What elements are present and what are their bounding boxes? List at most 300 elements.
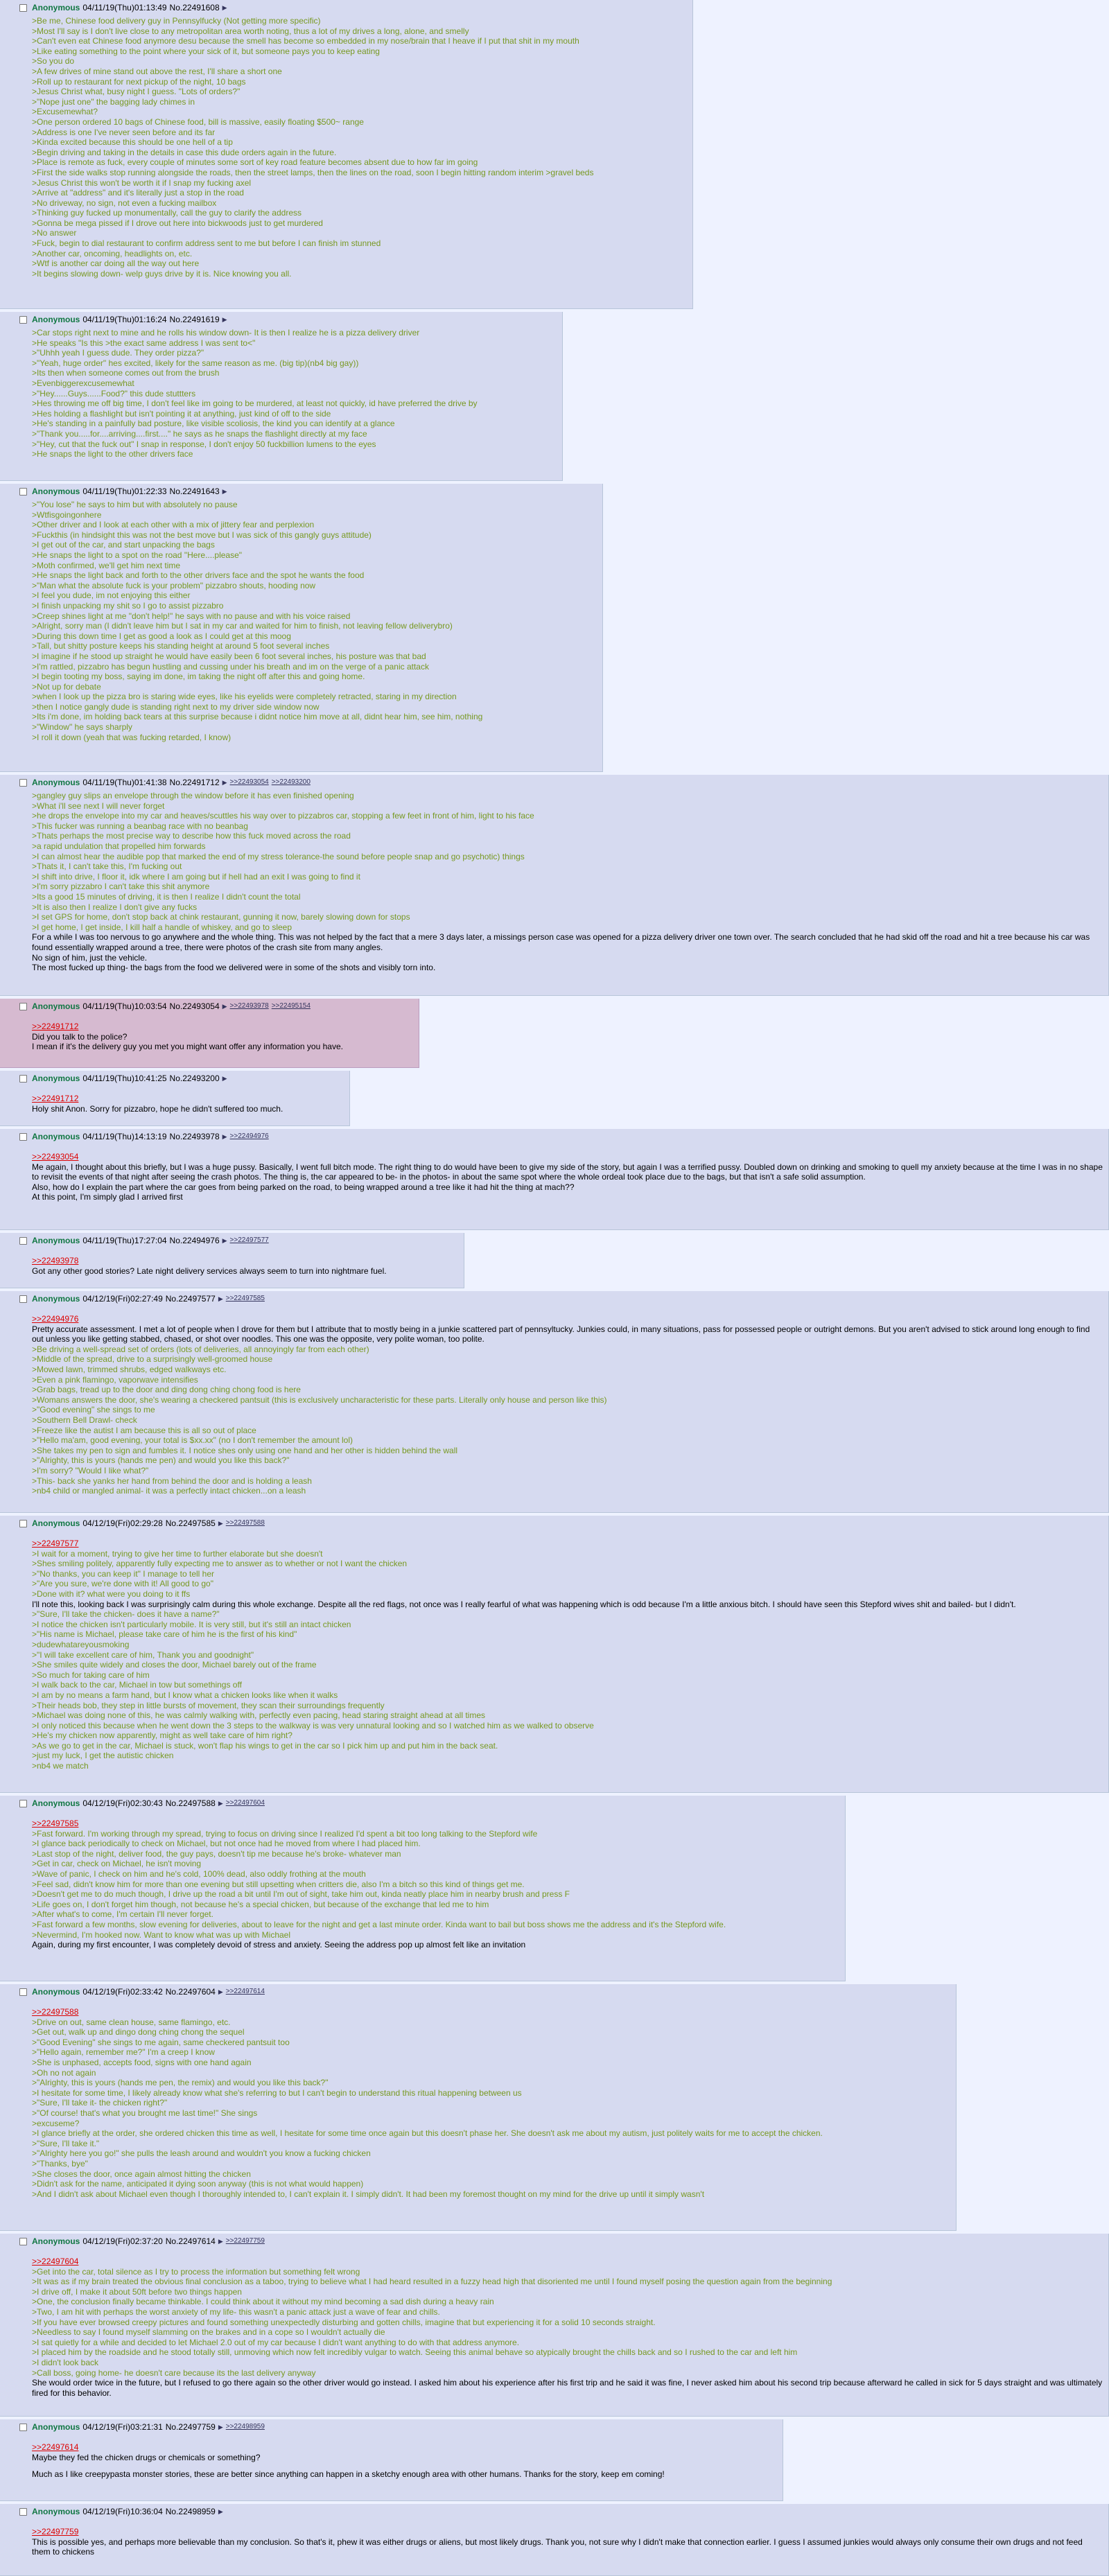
post-datetime: 04/11/19(Thu)17:27:04 bbox=[82, 1236, 167, 1245]
poster-name: Anonymous bbox=[32, 315, 80, 324]
greentext-line: >Shes smiling politely, apparently fully expecting me to answer as to whether or not I want the chicken bbox=[32, 1559, 408, 1569]
poster-name: Anonymous bbox=[32, 1132, 80, 1141]
greentext-line: >He snaps the light back and forth to the other drivers face and the spot he wants the food bbox=[32, 570, 365, 581]
text-line: I mean if it's the delivery guy you met you might want offer any information you have. bbox=[32, 1042, 343, 1052]
text-line: Holy shit Anon. Sorry for pizzabro, hope he didn't suffered too much. bbox=[32, 1103, 283, 1114]
post-datetime: 04/11/19(Thu)01:41:38 bbox=[82, 778, 167, 787]
post-number-link[interactable]: No.22491608 bbox=[169, 3, 220, 12]
greentext-line: >I'm sorry pizzabro I can't take this shit anymore bbox=[32, 882, 210, 892]
greentext-line: >Be me, Chinese food delivery guy in Pennsylfucky (Not getting more specific) bbox=[32, 16, 321, 26]
post-checkbox[interactable] bbox=[19, 1520, 27, 1527]
post-number-link[interactable]: No.22494976 bbox=[169, 1236, 220, 1245]
post bbox=[0, 2234, 1109, 2417]
greentext-line: >Grab bags, tread up to the door and ding dong ching chong food is here bbox=[32, 1385, 301, 1395]
greentext-line: >Two, I am hit with perhaps the worst anxiety of my life- this wasn't a panic attack just a wave of fear and chills. bbox=[32, 2306, 440, 2317]
quote-link[interactable]: >>22497759 bbox=[32, 2527, 79, 2536]
greentext-line: >I glance briefly at the order, she ordered chicken this time as well, I hesitate for some time once again but this doesn't phase her. She doesn't ask me about my autism, just politely waits for me to accept the chicken. bbox=[32, 2128, 823, 2139]
greentext-line: >I can almost hear the audible pop that marked the end of my stress tolerance-the sound before people snap and go psychotic) things bbox=[32, 851, 525, 861]
greentext-line: >Thats perhaps the most precise way to describe how this fuck moved across the road bbox=[32, 831, 351, 841]
text-line: The most fucked up thing- the bags from the food we delivered were in some of the shots and visibly torn into. bbox=[32, 963, 436, 973]
quote-link[interactable]: >>22497604 bbox=[32, 2257, 79, 2266]
greentext-line: >Place is remote as fuck, every couple of minutes some sort of key road feature becomes absent due to how far im going bbox=[32, 157, 478, 168]
greentext-line: >just my luck, I get the autistic chicken bbox=[32, 1751, 174, 1761]
greentext-line: >I roll it down (yeah that was fucking retarded, I know) bbox=[32, 732, 232, 742]
greentext-line: >Life goes on, I don't forget him though, not because he's a special chicken, but because of the exchange that led me to him bbox=[32, 1899, 489, 1909]
post-menu-arrow-icon[interactable]: ▶ bbox=[218, 2424, 223, 2430]
greentext-line: >Hes holding a flashlight but isn't pointing it at anything, just kind of off to the side bbox=[32, 408, 331, 419]
post-checkbox[interactable] bbox=[19, 4, 27, 12]
greentext-line: >Jesus Christ this won't be worth it if I snap my fucking axel bbox=[32, 177, 252, 188]
greentext-line: >I feel you dude, im not enjoying this either bbox=[32, 590, 191, 601]
greentext-line: >I wait for a moment, trying to give her time to further elaborate but she doesn't bbox=[32, 1548, 323, 1559]
greentext-line: >Address is one I've never seen before and its far bbox=[32, 127, 216, 137]
post-menu-arrow-icon[interactable]: ▶ bbox=[222, 1133, 227, 1140]
post-checkbox[interactable] bbox=[19, 2424, 27, 2431]
greentext-line: >What i'll see next I will never forget bbox=[32, 800, 165, 811]
greentext-line: >Even a pink flamingo, vaporwave intensifies bbox=[32, 1374, 198, 1385]
quote-link[interactable]: >>22493978 bbox=[32, 1256, 79, 1265]
backlink[interactable]: >>22493200 bbox=[271, 778, 311, 786]
greentext-line: >This fucker was running a beanbag race with no beanbag bbox=[32, 821, 248, 831]
post-menu-arrow-icon[interactable]: ▶ bbox=[218, 2508, 223, 2515]
post-info bbox=[19, 2236, 1103, 2247]
post-info bbox=[19, 1986, 950, 1997]
greentext-line: >he drops the envelope into my car and heaves/scuttles his way over to pizzabros car, stopping a few feet in front of him, light to his face bbox=[32, 811, 534, 821]
backlink[interactable]: >>22497577 bbox=[229, 1236, 269, 1244]
poster-name: Anonymous bbox=[32, 1798, 80, 1808]
greentext-line: >Its then when someone comes out from the brush bbox=[32, 368, 220, 378]
greentext-line: >"Good evening" she sings to me bbox=[32, 1405, 155, 1415]
line-break bbox=[32, 2250, 1103, 2257]
post-datetime: 04/12/19(Fri)02:29:28 bbox=[82, 1518, 163, 1528]
post-menu-arrow-icon[interactable]: ▶ bbox=[222, 779, 227, 786]
poster-name: Anonymous bbox=[32, 1294, 80, 1304]
greentext-line: >Last stop of the night, deliver food, the guy pays, doesn't tip me because he's broke- whatever man bbox=[32, 1848, 401, 1859]
post-message bbox=[32, 328, 557, 459]
greentext-line: >Doesn't get me to do much though, I drive up the road a bit until I'm out of sight, take him out, kinda neatly place him in nearby brush and press F bbox=[32, 1889, 570, 1900]
post-checkbox[interactable] bbox=[19, 316, 27, 324]
line-break bbox=[32, 2435, 777, 2442]
greentext-line: >"Thanks, bye" bbox=[32, 2158, 88, 2168]
greentext-line: >I shift into drive, I floor it, idk where I am going but if hell had an exit I was going to find it bbox=[32, 871, 360, 882]
greentext-line: >Kinda excited because this should be one hell of a tip bbox=[32, 137, 233, 148]
post-datetime: 04/12/19(Fri)02:27:49 bbox=[82, 1294, 163, 1304]
post-datetime: 04/11/19(Thu)01:22:33 bbox=[82, 487, 167, 496]
text-line: Much as I like creepypasta monster stories, these are better since anything can happen in a sketchy enough area with other humans. Thanks for the story, keep em coming! bbox=[32, 2469, 665, 2480]
post-number-link[interactable]: No.22493054 bbox=[169, 1001, 220, 1011]
greentext-line: >No answer bbox=[32, 228, 77, 238]
post bbox=[0, 2504, 1109, 2576]
line-break bbox=[32, 1249, 458, 1256]
post-checkbox[interactable] bbox=[19, 779, 27, 787]
greentext-line: >"Are you sure, we're done with it! All good to go" bbox=[32, 1579, 213, 1589]
greentext-line: >I glance back periodically to check on Michael, but not once had he moved from where I had placed him. bbox=[32, 1839, 421, 1849]
greentext-line: >Hes throwing me off big time, I don't feel like im going to be murdered, at least not quickly, id have preferred the drive by bbox=[32, 398, 478, 409]
poster-name: Anonymous bbox=[32, 2236, 80, 2246]
post bbox=[0, 0, 693, 309]
post-checkbox[interactable] bbox=[19, 1295, 27, 1303]
post-info bbox=[19, 777, 1103, 788]
post-message bbox=[32, 1812, 839, 1950]
text-line: Me again, I thought about this briefly, but I was a huge pussy. Basically, I went full bitch mode. The right thing to do would have been to give my side of the story, but again I was a terrified pussy. Doubled down on drinking and smoking to quell my anxiety because at the time I was in no shape to revisit the events of that night after seeing the crash photos. The thing is, the car appeared to be- in the photos- in about the same spot where the whole ordeal took place due to the bags, but that isn't a safe solid assumption. bbox=[32, 1162, 1106, 1182]
post-message bbox=[32, 1015, 413, 1052]
greentext-line: >then I notice gangly dude is standing right next to my driver side window now bbox=[32, 701, 320, 712]
backlink[interactable]: >>22493978 bbox=[229, 1002, 269, 1010]
greentext-line: >I didn't look back bbox=[32, 2357, 99, 2367]
post bbox=[0, 999, 419, 1068]
post bbox=[0, 1796, 846, 1981]
line-break bbox=[32, 1307, 1103, 1314]
post bbox=[0, 484, 603, 772]
post-checkbox[interactable] bbox=[19, 2238, 27, 2245]
post bbox=[0, 2419, 783, 2501]
greentext-line: >Jesus Christ what, busy night I guess. "Lots of orders?" bbox=[32, 87, 241, 97]
greentext-line: >a rapid undulation that propelled him forwards bbox=[32, 841, 206, 851]
post-message bbox=[32, 1087, 344, 1114]
greentext-line: >Get into the car, total silence as I try to process the information but something felt wrong bbox=[32, 2266, 360, 2277]
post-info bbox=[19, 1798, 839, 1809]
post-menu-arrow-icon[interactable]: ▶ bbox=[218, 2238, 223, 2245]
backlink[interactable]: >>22497614 bbox=[225, 1988, 265, 1995]
greentext-line: >Tall, but shitty posture keeps his standing height at around 5 foot several inches bbox=[32, 641, 330, 651]
backlink[interactable]: >>22493054 bbox=[229, 778, 269, 786]
greentext-line: >Another car, oncoming, headlights on, etc. bbox=[32, 248, 193, 259]
post-number-link[interactable]: No.22497614 bbox=[165, 2236, 216, 2246]
text-line: Got any other good stories? Late night delivery services always seem to turn into nightmare fuel. bbox=[32, 1265, 387, 1276]
quote-link[interactable]: >>22493054 bbox=[32, 1152, 79, 1162]
post-info bbox=[19, 1235, 458, 1246]
greentext-line: >I get out of the car, and start unpacking the bags bbox=[32, 540, 215, 550]
greentext-line: >Womans answers the door, she's wearing a checkered pantsuit (this is exclusively uncharacteristic for these parts. Literally only house and person like this) bbox=[32, 1394, 607, 1405]
post-number-link[interactable]: No.22498959 bbox=[165, 2507, 216, 2516]
post-message bbox=[32, 1532, 1103, 1771]
greentext-line: >Southern Bell Drawl- check bbox=[32, 1414, 137, 1425]
poster-name: Anonymous bbox=[32, 2507, 80, 2516]
post-number-link[interactable]: No.22493200 bbox=[169, 1074, 220, 1083]
quote-link[interactable]: >>22497577 bbox=[32, 1539, 79, 1548]
post-menu-arrow-icon[interactable]: ▶ bbox=[222, 1075, 227, 1082]
greentext-line: >Its a good 15 minutes of driving, it is then I realize I didn't count the total bbox=[32, 891, 301, 902]
greentext-line: >I notice the chicken isn't particularly mobile. It is very still, but it's still an intact chicken bbox=[32, 1619, 351, 1629]
greentext-line: >"Nope just one" the bagging lady chimes in bbox=[32, 96, 195, 107]
text-line: Did you talk to the police? bbox=[32, 1031, 128, 1042]
poster-name: Anonymous bbox=[32, 1518, 80, 1528]
greentext-line: >Most I'll say is I don't live close to any metropolitan area worth noting, thus a lot of my drives a long, alone, and smelly bbox=[32, 26, 469, 36]
greentext-line: >dudewhatareyousmoking bbox=[32, 1639, 130, 1649]
post-datetime: 04/11/19(Thu)01:13:49 bbox=[82, 3, 167, 12]
text-line: At this point, I'm simply glad I arrived first bbox=[32, 1192, 183, 1202]
post-info bbox=[19, 2, 687, 13]
post-menu-arrow-icon[interactable]: ▶ bbox=[222, 488, 227, 495]
post-datetime: 04/12/19(Fri)10:36:04 bbox=[82, 2507, 163, 2516]
greentext-line: >Creep shines light at me "don't help!" he says with no pause and with his voice raised bbox=[32, 611, 351, 621]
line-break bbox=[32, 1145, 1103, 1152]
post-number-link[interactable]: No.22497585 bbox=[165, 1518, 216, 1528]
post-menu-arrow-icon[interactable]: ▶ bbox=[222, 1003, 227, 1010]
post-message bbox=[32, 1145, 1106, 1202]
greentext-line: >I imagine if he stood up straight he would have easily been 6 foot several inches, his posture was that bad bbox=[32, 651, 426, 661]
post-menu-arrow-icon[interactable]: ▶ bbox=[218, 1800, 223, 1807]
greentext-line: >gangley guy slips an envelope through the window before it has even finished opening bbox=[32, 791, 354, 800]
greentext-line: >Get in car, check on Michael, he isn't moving bbox=[32, 1859, 202, 1869]
line-break bbox=[32, 2000, 950, 2007]
post-message bbox=[32, 2000, 950, 2199]
greentext-line: >Drive on out, same clean house, same flamingo, etc. bbox=[32, 2017, 231, 2027]
greentext-line: >"Window" he says sharply bbox=[32, 722, 132, 733]
text-line: Pretty accurate assessment. I met a lot of people when I drove for them but I attribute that to mostly being in a junkie scattered part of pennsyltucky. Junkies could, in many situations, pass for possessed people or outright demons. But you aren't advised to stick around long enough to find out unless you like getting stabbed, chased, or shot over noodles. This one was the opposite, very polite woman, too polite. bbox=[32, 1324, 1092, 1344]
greentext-line: >"Of course! that's what you brought me last time!" She sings bbox=[32, 2108, 258, 2118]
post-datetime: 04/11/19(Thu)14:13:19 bbox=[82, 1132, 167, 1141]
post-datetime: 04/11/19(Thu)10:41:25 bbox=[82, 1074, 167, 1083]
greentext-line: >I finish unpacking my shit so I go to assist pizzabro bbox=[32, 600, 224, 611]
greentext-line: >One, the conclusion finally became thinkable. I could think about it without my mind becoming a sad dish during a heavy rain bbox=[32, 2297, 494, 2307]
backlink[interactable]: >>22494976 bbox=[229, 1132, 269, 1140]
greentext-line: >She takes my pen to sign and fumbles it. I notice shes only using one hand and her other is hidden behind the wall bbox=[32, 1445, 458, 1455]
greentext-line: >Call boss, going home- he doesn't care because its the last delivery anyway bbox=[32, 2367, 316, 2378]
post-checkbox[interactable] bbox=[19, 1237, 27, 1245]
greentext-line: >Moth confirmed, we'll get him next time bbox=[32, 560, 181, 570]
greentext-line: >Wave of panic, I check on him and he's cold, 100% dead, also oddly frothing at the mouth bbox=[32, 1868, 366, 1879]
quote-link[interactable]: >>22497614 bbox=[32, 2442, 79, 2452]
backlink[interactable]: >>22498959 bbox=[225, 2423, 265, 2430]
greentext-line: >"Uhhh yeah I guess dude. They order pizza?" bbox=[32, 348, 204, 358]
post-number-link[interactable]: No.22497759 bbox=[165, 2422, 216, 2432]
greentext-line: >I walk back to the car, Michael in tow but somethings off bbox=[32, 1680, 242, 1690]
greentext-line: >"Thank you.....for....arriving....first...." he says as he snaps the flashlight directly at my face bbox=[32, 428, 367, 439]
text-line: I'll note this, looking back I was surprisingly calm during this whole exchange. Despite all the red flags, not once was I really fearful of what was happening which is odd because I'm a little anxious bitch. I should have seen this Stepford wives shit and bailed- but I didn't. bbox=[32, 1599, 1016, 1609]
greentext-line: >He speaks "Is this >the exact same address I was sent to<" bbox=[32, 338, 256, 348]
line-break bbox=[32, 1812, 839, 1819]
greentext-line: >She smiles quite widely and closes the door, Michael barely out of the frame bbox=[32, 1660, 317, 1670]
greentext-line: >Like eating something to the point where your sick of it, but someone pays you to keep eating bbox=[32, 46, 380, 56]
greentext-line: >Arrive at "address" and it's literally just a stop in the road bbox=[32, 188, 244, 198]
post bbox=[0, 1291, 1109, 1513]
greentext-line: >Begin driving and taking in the details in case this dude orders again in the future. bbox=[32, 147, 337, 157]
greentext-line: >And I didn't ask about Michael even though I thoroughly intended to, I can't explain it. I simply didn't. It had been my foremost thought on my mind for the drive up until it simply wasn't bbox=[32, 2189, 705, 2199]
poster-name: Anonymous bbox=[32, 1074, 80, 1083]
greentext-line: >He's my chicken now apparently, might as well take care of him right? bbox=[32, 1731, 292, 1741]
greentext-line: >Thats it, I can't take this, I'm fucking out bbox=[32, 861, 182, 872]
post-message bbox=[32, 2520, 1103, 2557]
backlink[interactable]: >>22495154 bbox=[271, 1002, 311, 1010]
greentext-line: >Oh no not again bbox=[32, 2067, 96, 2078]
post-number-link[interactable]: No.22491619 bbox=[169, 315, 220, 324]
post-datetime: 04/11/19(Thu)01:16:24 bbox=[82, 315, 167, 324]
post bbox=[0, 1071, 350, 1126]
post-menu-arrow-icon[interactable]: ▶ bbox=[218, 1988, 223, 1995]
post-info bbox=[19, 486, 597, 497]
post-number-link[interactable]: No.22493978 bbox=[169, 1132, 220, 1141]
text-line: No sign of him, just the vehicle. bbox=[32, 952, 148, 963]
quote-link[interactable]: >>22497588 bbox=[32, 2007, 79, 2017]
greentext-line: >Done with it? what were you doing to it ffs bbox=[32, 1588, 191, 1599]
backlink[interactable]: >>22497759 bbox=[225, 2237, 265, 2245]
greentext-line: >"Yeah, huge order" hes excited, likely for the same reason as me. (big tip)(nb4 big gay)) bbox=[32, 358, 359, 368]
greentext-line: >It begins slowing down- welp guys drive by it is. Nice knowing you all. bbox=[32, 268, 292, 279]
greentext-line: >I only noticed this because when he went down the 3 steps to the walkway is was very unnatural looking and so I watched him as we walked to observe bbox=[32, 1720, 594, 1731]
post-checkbox[interactable] bbox=[19, 1988, 27, 1996]
greentext-line: >No driveway, no sign, not even a fucking mailbox bbox=[32, 198, 217, 208]
greentext-line: >Nevermind, I'm hooked now. Want to know what was up with Michael bbox=[32, 1929, 291, 1940]
post-checkbox[interactable] bbox=[19, 1133, 27, 1141]
post-info bbox=[19, 314, 557, 325]
greentext-line: >Car stops right next to mine and he rolls his window down- It is then I realize he is a pizza delivery driver bbox=[32, 328, 420, 338]
post-info bbox=[19, 1131, 1103, 1142]
quote-link[interactable]: >>22494976 bbox=[32, 1314, 79, 1324]
greentext-line: >"Hey, cut that the fuck out" I snap in response, I don't enjoy 50 fuckbillion lumens to the eyes bbox=[32, 439, 376, 449]
greentext-line: >I set GPS for home, don't stop back at chink restaurant, gunning it now, barely slowing down for stops bbox=[32, 912, 410, 922]
post-menu-arrow-icon[interactable]: ▶ bbox=[218, 1295, 223, 1302]
greentext-line: >"Man what the absolute fuck is your problem" pizzabro shouts, hooding now bbox=[32, 580, 316, 590]
greentext-line: >Evenbiggerexcusemewhat bbox=[32, 378, 134, 388]
line-break bbox=[32, 2520, 1103, 2527]
greentext-line: >I'm sorry? "Would I like what?" bbox=[32, 1465, 149, 1475]
greentext-line: >Its i'm done, im holding back tears at this surprise because i didnt notice him move at all, didnt hear him, see him, nothing bbox=[32, 712, 483, 722]
post-checkbox[interactable] bbox=[19, 488, 27, 496]
greentext-line: >This- back she yanks her hand from behind the door and is holding a leash bbox=[32, 1475, 312, 1486]
quote-link[interactable]: >>22497585 bbox=[32, 1819, 79, 1828]
post bbox=[0, 312, 563, 481]
greentext-line: >I am by no means a farm hand, but I know what a chicken looks like when it walks bbox=[32, 1690, 338, 1700]
greentext-line: >Thinking guy fucked up monumentally, call the guy to clarify the address bbox=[32, 208, 302, 218]
quote-link[interactable]: >>22491712 bbox=[32, 1022, 79, 1031]
line-break bbox=[32, 1087, 344, 1094]
greentext-line: >nb4 we match bbox=[32, 1761, 89, 1771]
greentext-line: >He snaps the light to the other drivers face bbox=[32, 449, 193, 459]
post-message bbox=[32, 791, 1103, 973]
post-menu-arrow-icon[interactable]: ▶ bbox=[222, 316, 227, 323]
post-message bbox=[32, 2250, 1103, 2398]
backlink[interactable]: >>22497604 bbox=[225, 1799, 265, 1807]
greentext-line: >If you have ever browsed creepy pictures and found something unexpectedly disturbing and gotten chills, imagine that but experiencing it for a solid 10 seconds straight. bbox=[32, 2317, 656, 2327]
greentext-line: >Gonna be mega pissed if I drove out here into bickwoods just to get murdered bbox=[32, 218, 323, 228]
greentext-line: >"Hey......Guys......Food?" this dude stuttters bbox=[32, 388, 196, 398]
greentext-line: >Didn't ask for the name, anticipated it dying soon anyway (this is not what would happen) bbox=[32, 2179, 364, 2189]
greentext-line: >excuseme? bbox=[32, 2118, 80, 2128]
greentext-line: >Mowed lawn, trimmed shrubs, edged walkways etc. bbox=[32, 1364, 227, 1374]
post-number-link[interactable]: No.22497577 bbox=[165, 1294, 216, 1304]
greentext-line: >Their heads bob, they step in little bursts of movement, they scan their surroundings frequently bbox=[32, 1700, 385, 1710]
greentext-line: >It was as if my brain treated the obvious final conclusion as a taboo, trying to believe what I had heard resulted in a fuzzy head high that disoriented me until I found myself posing the question again from the beginning bbox=[32, 2277, 832, 2287]
greentext-line: >Wtfisgoingonhere bbox=[32, 509, 102, 520]
post-message bbox=[32, 16, 687, 279]
greentext-line: >nb4 child or mangled animal- it was a perfectly intact chicken...on a leash bbox=[32, 1486, 306, 1496]
post-message bbox=[32, 1249, 458, 1276]
greentext-line: >Other driver and I look at each other with a mix of jittery fear and perplexion bbox=[32, 520, 315, 530]
post bbox=[0, 1233, 464, 1288]
greentext-line: >Feel sad, didn't know him for more than one evening but still upsetting when critters die, also I'm a bitch so this kind of things get me. bbox=[32, 1879, 525, 1889]
poster-name: Anonymous bbox=[32, 1236, 80, 1245]
post-datetime: 04/11/19(Thu)10:03:54 bbox=[82, 1001, 167, 1011]
greentext-line: >During this down time I get as good a look as I could get at this moog bbox=[32, 631, 291, 641]
line-break bbox=[32, 2462, 777, 2469]
line-break bbox=[32, 1015, 413, 1022]
greentext-line: >Wtf is another car doing all the way out here bbox=[32, 259, 200, 269]
post-info bbox=[19, 1293, 1103, 1304]
greentext-line: >Be driving a well-spread set of orders (lots of deliveries, all annoyingly far from each other) bbox=[32, 1344, 369, 1354]
post-checkbox[interactable] bbox=[19, 1075, 27, 1083]
greentext-line: >I drive off, I make it about 50ft before two things happen bbox=[32, 2286, 242, 2297]
greentext-line: >"Sure, I'll take it- the chicken right?" bbox=[32, 2098, 168, 2108]
greentext-line: >As we go to get in the car, Michael is stuck, won't flap his wings to get in the car so I pick him up and put him in the back seat. bbox=[32, 1740, 498, 1751]
backlink[interactable]: >>22497585 bbox=[225, 1295, 265, 1302]
greentext-line: >I hesitate for some time, I likely already know what she's referring to but I can't begin to understand this ritual happening between us bbox=[32, 2087, 522, 2098]
greentext-line: >Can't even eat Chinese food anymore desu because the smell has become so embedded in my nose/brain that I heave if I put that shit in my mouth bbox=[32, 36, 579, 46]
post bbox=[0, 1984, 957, 2231]
text-line: She would order twice in the future, but I refused to go there again so the other driver would go instead. I asked him about his experience after his first trip and he said it was fine, I never asked him about his second trip because afterward he called in sick for 5 days straight and was ultimately fired for this behavior. bbox=[32, 2378, 1105, 2398]
greentext-line: >Fuck, begin to dial restaurant to confirm address sent to me but before I can finish im stunned bbox=[32, 238, 381, 249]
poster-name: Anonymous bbox=[32, 2422, 80, 2432]
greentext-line: >So you do bbox=[32, 56, 75, 67]
post-datetime: 04/12/19(Fri)02:30:43 bbox=[82, 1798, 163, 1808]
post-checkbox[interactable] bbox=[19, 1003, 27, 1010]
poster-name: Anonymous bbox=[32, 1001, 80, 1011]
greentext-line: >"Alrighty here you go!" she pulls the leash around and wouldn't you know a fucking chicken bbox=[32, 2148, 371, 2159]
greentext-line: >Fast forward a few months, slow evening for deliveries, about to leave for the night and get a last minute order. Kinda want to bail but boss shows me the address and it's the Stepford wife. bbox=[32, 1919, 726, 1929]
greentext-line: >I get home, I get inside, I kill half a handle of whiskey, and go to sleep bbox=[32, 922, 292, 932]
post-checkbox[interactable] bbox=[19, 2508, 27, 2516]
post-number-link[interactable]: No.22497588 bbox=[165, 1798, 216, 1808]
greentext-line: >After what's to come, I'm certain I'll never forget. bbox=[32, 1909, 213, 1920]
greentext-line: >She is unphased, accepts food, signs with one hand again bbox=[32, 2057, 252, 2067]
post-message bbox=[32, 1307, 1103, 1496]
post-number-link[interactable]: No.22491712 bbox=[169, 778, 220, 787]
greentext-line: >"Good Evening" she sings to me again, same checkered pantsuit too bbox=[32, 2037, 290, 2047]
greentext-line: >Get out, walk up and dingo dong ching chong the sequel bbox=[32, 2027, 245, 2038]
post-menu-arrow-icon[interactable]: ▶ bbox=[222, 1237, 227, 1244]
post-number-link[interactable]: No.22491643 bbox=[169, 487, 220, 496]
post-message bbox=[32, 2435, 777, 2480]
greentext-line: >I placed him by the roadside and he stood totally still, unmoving which now felt incredibly vulgar to watch. Seeing this animal behave so atypically brought the chills back and so I rushed to the car and left him bbox=[32, 2347, 798, 2358]
post-info bbox=[19, 2506, 1103, 2517]
greentext-line: >"Alrighty, this is yours (hands me pen) and would you like this back?" bbox=[32, 1455, 290, 1466]
greentext-line: >First the side walks stop running alongside the roads, then the street lamps, then the lines on the road, soon I begin hitting random interim >gravel beds bbox=[32, 167, 594, 177]
post-menu-arrow-icon[interactable]: ▶ bbox=[222, 4, 227, 11]
greentext-line: >Fuckthis (in hindsight this was not the best move but I was sick of this gangly guys attitude) bbox=[32, 529, 372, 540]
text-line: This is possible yes, and perhaps more believable than my conclusion. So that's it, phew it was either drugs or aliens, but most likely drugs. Thank you, not sure why I didn't make that connection earlier. I guess I assumed junkies would always only consume their own drugs and not feed them to chickens bbox=[32, 2536, 1085, 2557]
post-menu-arrow-icon[interactable]: ▶ bbox=[218, 1520, 223, 1527]
post-datetime: 04/12/19(Fri)02:33:42 bbox=[82, 1987, 163, 1997]
greentext-line: >Roll up to restaurant for next pickup of the night, 10 bags bbox=[32, 76, 246, 87]
post-info bbox=[19, 2421, 777, 2433]
greentext-line: >One person ordered 10 bags of Chinese food, bill is massive, easily floating $500~ range bbox=[32, 116, 364, 127]
post-checkbox[interactable] bbox=[19, 1800, 27, 1807]
post bbox=[0, 1516, 1109, 1793]
greentext-line: >So much for taking care of him bbox=[32, 1670, 150, 1680]
poster-name: Anonymous bbox=[32, 3, 80, 12]
greentext-line: >It is also then I realize I don't give any fucks bbox=[32, 902, 198, 912]
greentext-line: >"Sure, I'll take the chicken- does it have a name?" bbox=[32, 1609, 220, 1620]
greentext-line: >A few drives of mine stand out above the rest, I'll share a short one bbox=[32, 66, 282, 76]
greentext-line: >when I look up the pizza bro is staring wide eyes, like his eyelids were completely retracted, staring in my direction bbox=[32, 692, 457, 702]
greentext-line: >She closes the door, once again almost hitting the chicken bbox=[32, 2168, 251, 2179]
poster-name: Anonymous bbox=[32, 1987, 80, 1997]
greentext-line: >He's standing in a painfully bad posture, like visible scoliosis, the kind you can identify at a glance bbox=[32, 419, 395, 429]
text-line: Maybe they fed the chicken drugs or chemicals or something? bbox=[32, 2452, 261, 2462]
post-message bbox=[32, 500, 597, 742]
post-info bbox=[19, 1001, 413, 1012]
quote-link[interactable]: >>22491712 bbox=[32, 1094, 79, 1103]
text-line: Also, how do I explain the part where the car goes from being parked on the road, to being wrapped around a tree like it had hit the thing at mach?? bbox=[32, 1182, 575, 1192]
greentext-line: >"No thanks, you can keep it" I manage to tell her bbox=[32, 1568, 215, 1579]
post-number-link[interactable]: No.22497604 bbox=[165, 1987, 216, 1997]
greentext-line: >I sat quietly for a while and decided to let Michael 2.0 out of my car because I didn't want anything to do with that address anymore. bbox=[32, 2337, 520, 2347]
greentext-line: >"Hello ma'am, good evening, your total is $xx.xx" (no I don't remember the amount lol) bbox=[32, 1435, 353, 1446]
line-break bbox=[32, 1532, 1103, 1539]
greentext-line: >Middle of the spread, drive to a surprisingly well-groomed house bbox=[32, 1354, 273, 1365]
greentext-line: >Alright, sorry man (I didn't leave him but I sat in my car and waited for him to finish, not leaving fellow deliverybro) bbox=[32, 621, 453, 631]
backlink[interactable]: >>22497588 bbox=[225, 1519, 265, 1527]
